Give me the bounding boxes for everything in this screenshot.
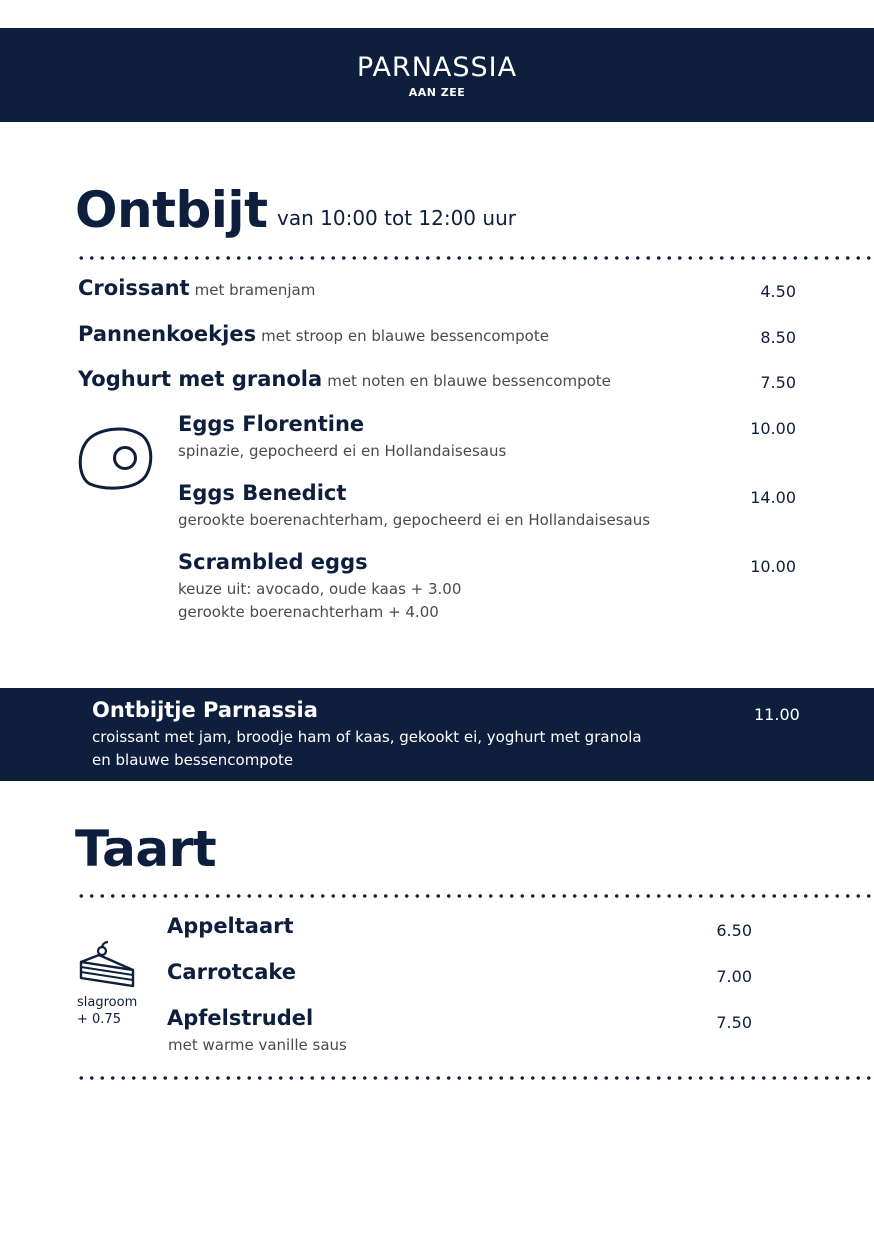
cake-note: + 0.75 [77, 1012, 121, 1027]
item-price: 7.50 [760, 373, 796, 392]
cake-note: slagroom [77, 995, 138, 1010]
cake-slice-icon [77, 940, 139, 992]
item-name: Yoghurt met granola [78, 367, 323, 391]
item-name: Pannenkoekjes [78, 322, 257, 346]
item-desc: met warme vanille saus [168, 1036, 347, 1054]
item-desc: met bramenjam [194, 281, 316, 299]
dotted-divider [76, 256, 874, 260]
item-desc: met noten en blauwe bessencompote [327, 372, 611, 390]
item-desc: gerookte boerenachterham + 4.00 [178, 603, 439, 621]
dotted-divider [76, 894, 874, 898]
item-price: 14.00 [750, 488, 796, 507]
item-name: Eggs Benedict [178, 481, 347, 505]
special-price: 11.00 [754, 705, 800, 724]
menu-item [78, 276, 315, 300]
fried-egg-icon [76, 426, 154, 492]
item-desc: spinazie, gepocheerd ei en Hollandaisesaus [178, 442, 507, 460]
item-price: 4.50 [760, 282, 796, 301]
dotted-divider [76, 1076, 874, 1080]
section-title-breakfast: Ontbijt [75, 181, 268, 239]
breakfast-hours: van 10:00 tot 12:00 uur [277, 206, 516, 230]
item-price: 10.00 [750, 419, 796, 438]
brand-name: PARNASSIA [356, 52, 518, 83]
item-desc: met stroop en blauwe bessencompote [261, 327, 549, 345]
special-desc: en blauwe bessencompote [92, 751, 294, 769]
item-name: Appeltaart [167, 914, 294, 938]
special-desc: croissant met jam, broodje ham of kaas, gekookt ei, yoghurt met granola [92, 728, 642, 746]
special-name: Ontbijtje Parnassia [92, 698, 318, 722]
menu-item [78, 367, 611, 391]
item-price: 8.50 [760, 328, 796, 347]
item-name: Carrotcake [167, 960, 297, 984]
section-title-cake: Taart [75, 820, 217, 878]
item-price: 10.00 [750, 557, 796, 576]
item-name: Scrambled eggs [178, 550, 368, 574]
item-price: 6.50 [716, 921, 752, 940]
item-name: Eggs Florentine [178, 412, 365, 436]
item-name: Croissant [78, 276, 190, 300]
item-name: Apfelstrudel [167, 1006, 314, 1030]
item-desc: keuze uit: avocado, oude kaas + 3.00 [178, 580, 462, 598]
menu-item [78, 322, 549, 346]
item-price: 7.00 [716, 967, 752, 986]
item-price: 7.50 [716, 1013, 752, 1032]
item-desc: gerookte boerenachterham, gepocheerd ei en Hollandaisesaus [178, 511, 651, 529]
brand-subtitle: AAN ZEE [408, 86, 466, 99]
